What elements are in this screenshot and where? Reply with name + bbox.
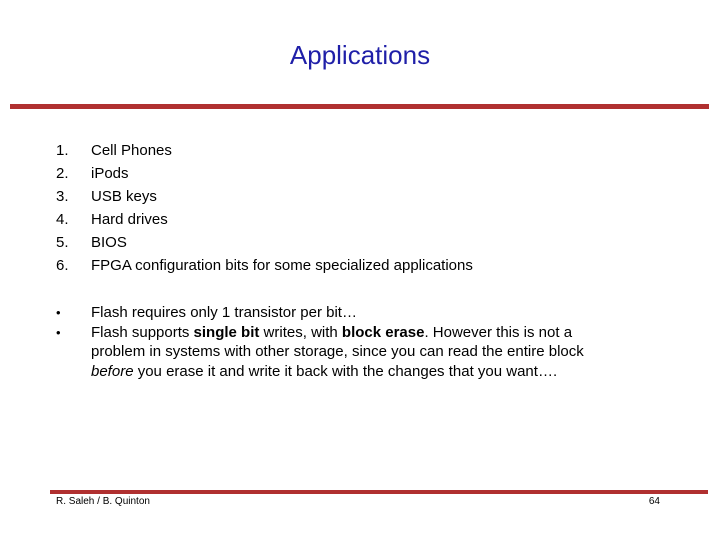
bullet-list xyxy=(56,303,626,381)
emphasis-before: before xyxy=(91,362,134,380)
emphasis-single-bit: single bit xyxy=(193,323,260,341)
title-divider xyxy=(10,104,709,109)
slide-title: Applications xyxy=(289,40,431,70)
bullet-icon: • xyxy=(56,324,61,340)
bullet-item xyxy=(56,303,626,323)
list-item xyxy=(56,208,473,231)
list-text: Hard drives xyxy=(91,211,168,228)
bullet-icon: • xyxy=(56,305,61,320)
list-text: BIOS xyxy=(91,234,127,251)
list-number: 3. xyxy=(56,188,69,205)
list-item xyxy=(56,185,473,208)
list-number: 1. xyxy=(56,142,69,159)
list-item xyxy=(56,162,473,185)
list-item xyxy=(56,139,473,162)
footer-divider xyxy=(50,490,708,494)
emphasis-block-erase: block erase xyxy=(341,323,425,341)
list-number: 6. xyxy=(56,257,69,274)
list-number: 2. xyxy=(56,165,69,182)
list-item xyxy=(56,254,473,277)
bullet-text: Flash requires only 1 transistor per bit… xyxy=(91,304,357,321)
list-number: 4. xyxy=(56,211,69,228)
bullet-text: Flash supports single bit writes, with block erase. However this is not a problem in systems with other storage, since you can read the entire block before you erase it and write it back with the changes that you want…. xyxy=(91,323,584,380)
footer-authors: R. Saleh / B. Quinton xyxy=(56,496,150,507)
list-number: 5. xyxy=(56,234,69,251)
list-text: Cell Phones xyxy=(91,142,172,159)
list-text: iPods xyxy=(91,165,129,182)
bullet-item xyxy=(56,323,626,382)
list-item xyxy=(56,231,473,254)
list-text: USB keys xyxy=(91,188,157,205)
list-text: FPGA configuration bits for some specialized applications xyxy=(91,257,473,274)
numbered-list xyxy=(56,139,473,277)
page-number: 64 xyxy=(648,496,660,507)
